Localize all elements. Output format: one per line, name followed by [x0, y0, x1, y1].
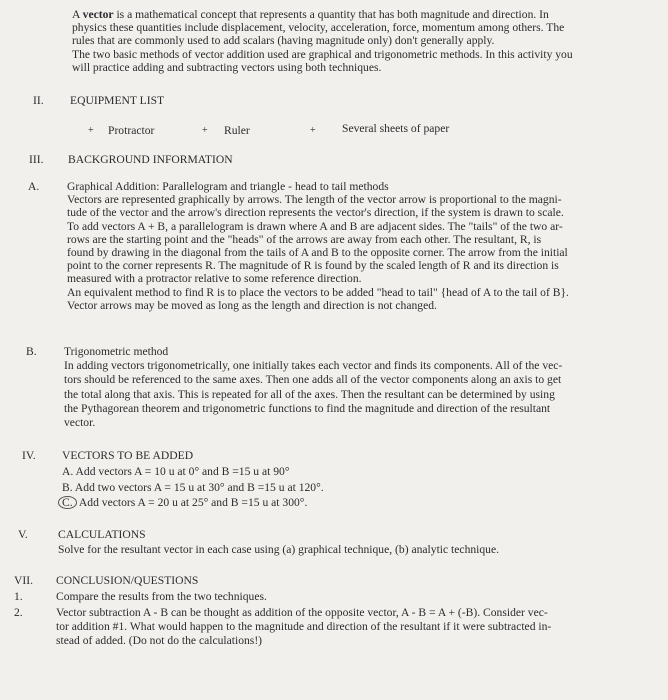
intro-paragraph [72, 8, 662, 74]
paragraph-line: vector. [64, 416, 96, 430]
section-title: VECTORS TO BE ADDED [62, 449, 194, 462]
section-b-paragraph [64, 345, 662, 429]
section-numeral: V. [18, 528, 28, 541]
paragraph-line: To add vectors A + B, a parallelogram is drawn where A and B are adjacent sides. The "tails" of the two ar- [67, 219, 563, 233]
equipment-item: Protractor [108, 124, 155, 137]
vector-item-c: C. Add vectors A = 20 u at 25° and B =15 u at 300°. [58, 496, 618, 509]
vector-item-b: B. Add two vectors A = 15 u at 30° and B =15 u at 120°. [62, 481, 324, 494]
question-2 [56, 606, 662, 648]
intro-line: physics these quantities include displacement, velocity, acceleration, force, momentum among others. The [72, 21, 565, 35]
section-title: CONCLUSION/QUESTIONS [56, 574, 199, 587]
vector-item-a: A. Add vectors A = 10 u at 0° and B =15 u at 90° [62, 465, 290, 478]
circled-letter: C. [58, 496, 77, 509]
section-title: BACKGROUND INFORMATION [68, 153, 233, 166]
paragraph-line: stead of added. (Do not do the calculations!) [56, 634, 263, 648]
equipment-item: Several sheets of paper [342, 122, 450, 135]
section-numeral: VII. [14, 574, 33, 587]
paragraph-line: In adding vectors trigonometrically, one initially takes each vector and finds its components. All of the vec- [64, 359, 563, 373]
paragraph-line: An equivalent method to find R is to place the vectors to be added "head to tail" {head of A to the tail of B}. [67, 285, 569, 299]
section-title: EQUIPMENT LIST [70, 94, 165, 107]
intro-line: will practice adding and subtracting vectors using both techniques. [72, 60, 382, 74]
section-a-paragraph [67, 180, 662, 312]
question-number: 2. [14, 606, 23, 619]
paragraph-line: found by drawing in the diagonal from the tails of A and B to the opposite corner. The arrow from the initial [67, 246, 568, 260]
question-1: Compare the results from the two techniques. [56, 590, 267, 603]
intro-line-1: A vector is a mathematical concept that represents a quantity that has both magnitude and direction. In [72, 8, 549, 21]
term-vector: vector [82, 8, 114, 21]
paragraph-line: Graphical Addition: Parallelogram and triangle - head to tail methods [67, 180, 389, 193]
paragraph-line: rows are the starting point and the "heads" of the arrows are away from each other. The resultant, R, is [67, 232, 542, 246]
intro-line: rules that are commonly used to add scalars (having magnitude only) don't generally apply. [72, 34, 495, 48]
subsection-letter: A. [28, 180, 40, 193]
calculations-text: Solve for the resultant vector in each case using (a) graphical technique, (b) analytic technique. [58, 543, 500, 556]
section-numeral: III. [29, 153, 44, 166]
section-numeral: II. [33, 94, 44, 107]
paragraph-line: tors should be referenced to the same axes. Then one adds all of the vector components along an axis to get [64, 373, 562, 387]
paragraph-line: Vector subtraction A - B can be thought as addition of the opposite vector, A - B = A + (-B). Consider vec- [56, 606, 548, 619]
section-numeral: IV. [22, 449, 36, 462]
subsection-letter: B. [26, 345, 37, 358]
section-title: CALCULATIONS [58, 528, 146, 541]
paragraph-line: the total along that axis. This is repeated for all of the axes. Then the resultant can be determined by using [64, 387, 555, 401]
paragraph-line: Trigonometric method [64, 345, 169, 358]
paragraph-line: Vector arrows may be moved as long as the length and direction is not changed. [67, 298, 437, 312]
paragraph-line: tude of the vector and the arrow's direction represents the vector's direction, if the system is drawn to scale. [67, 206, 564, 220]
bullet: + [310, 125, 316, 136]
paragraph-line: Vectors are represented graphically by arrows. The length of the vector arrow is proportional to the magni- [67, 193, 562, 207]
equipment-item: Ruler [224, 124, 250, 137]
paragraph-line: point to the corner represents R. The magnitude of R is found by the scaled length of R and its direction is [67, 259, 559, 273]
paragraph-line: measured with a protractor relative to some reference direction. [67, 272, 362, 286]
paragraph-line: the Pythagorean theorem and trigonometric functions to find the magnitude and direction of the resultant [64, 401, 551, 415]
question-number: 1. [14, 590, 23, 603]
intro-line: The two basic methods of vector addition used are graphical and trigonometric methods. In this activity you [72, 47, 573, 61]
bullet: + [88, 125, 94, 136]
paragraph-line: tor addition #1. What would happen to the magnitude and direction of the resultant if it were subtracted in- [56, 620, 552, 634]
bullet: + [202, 125, 208, 136]
